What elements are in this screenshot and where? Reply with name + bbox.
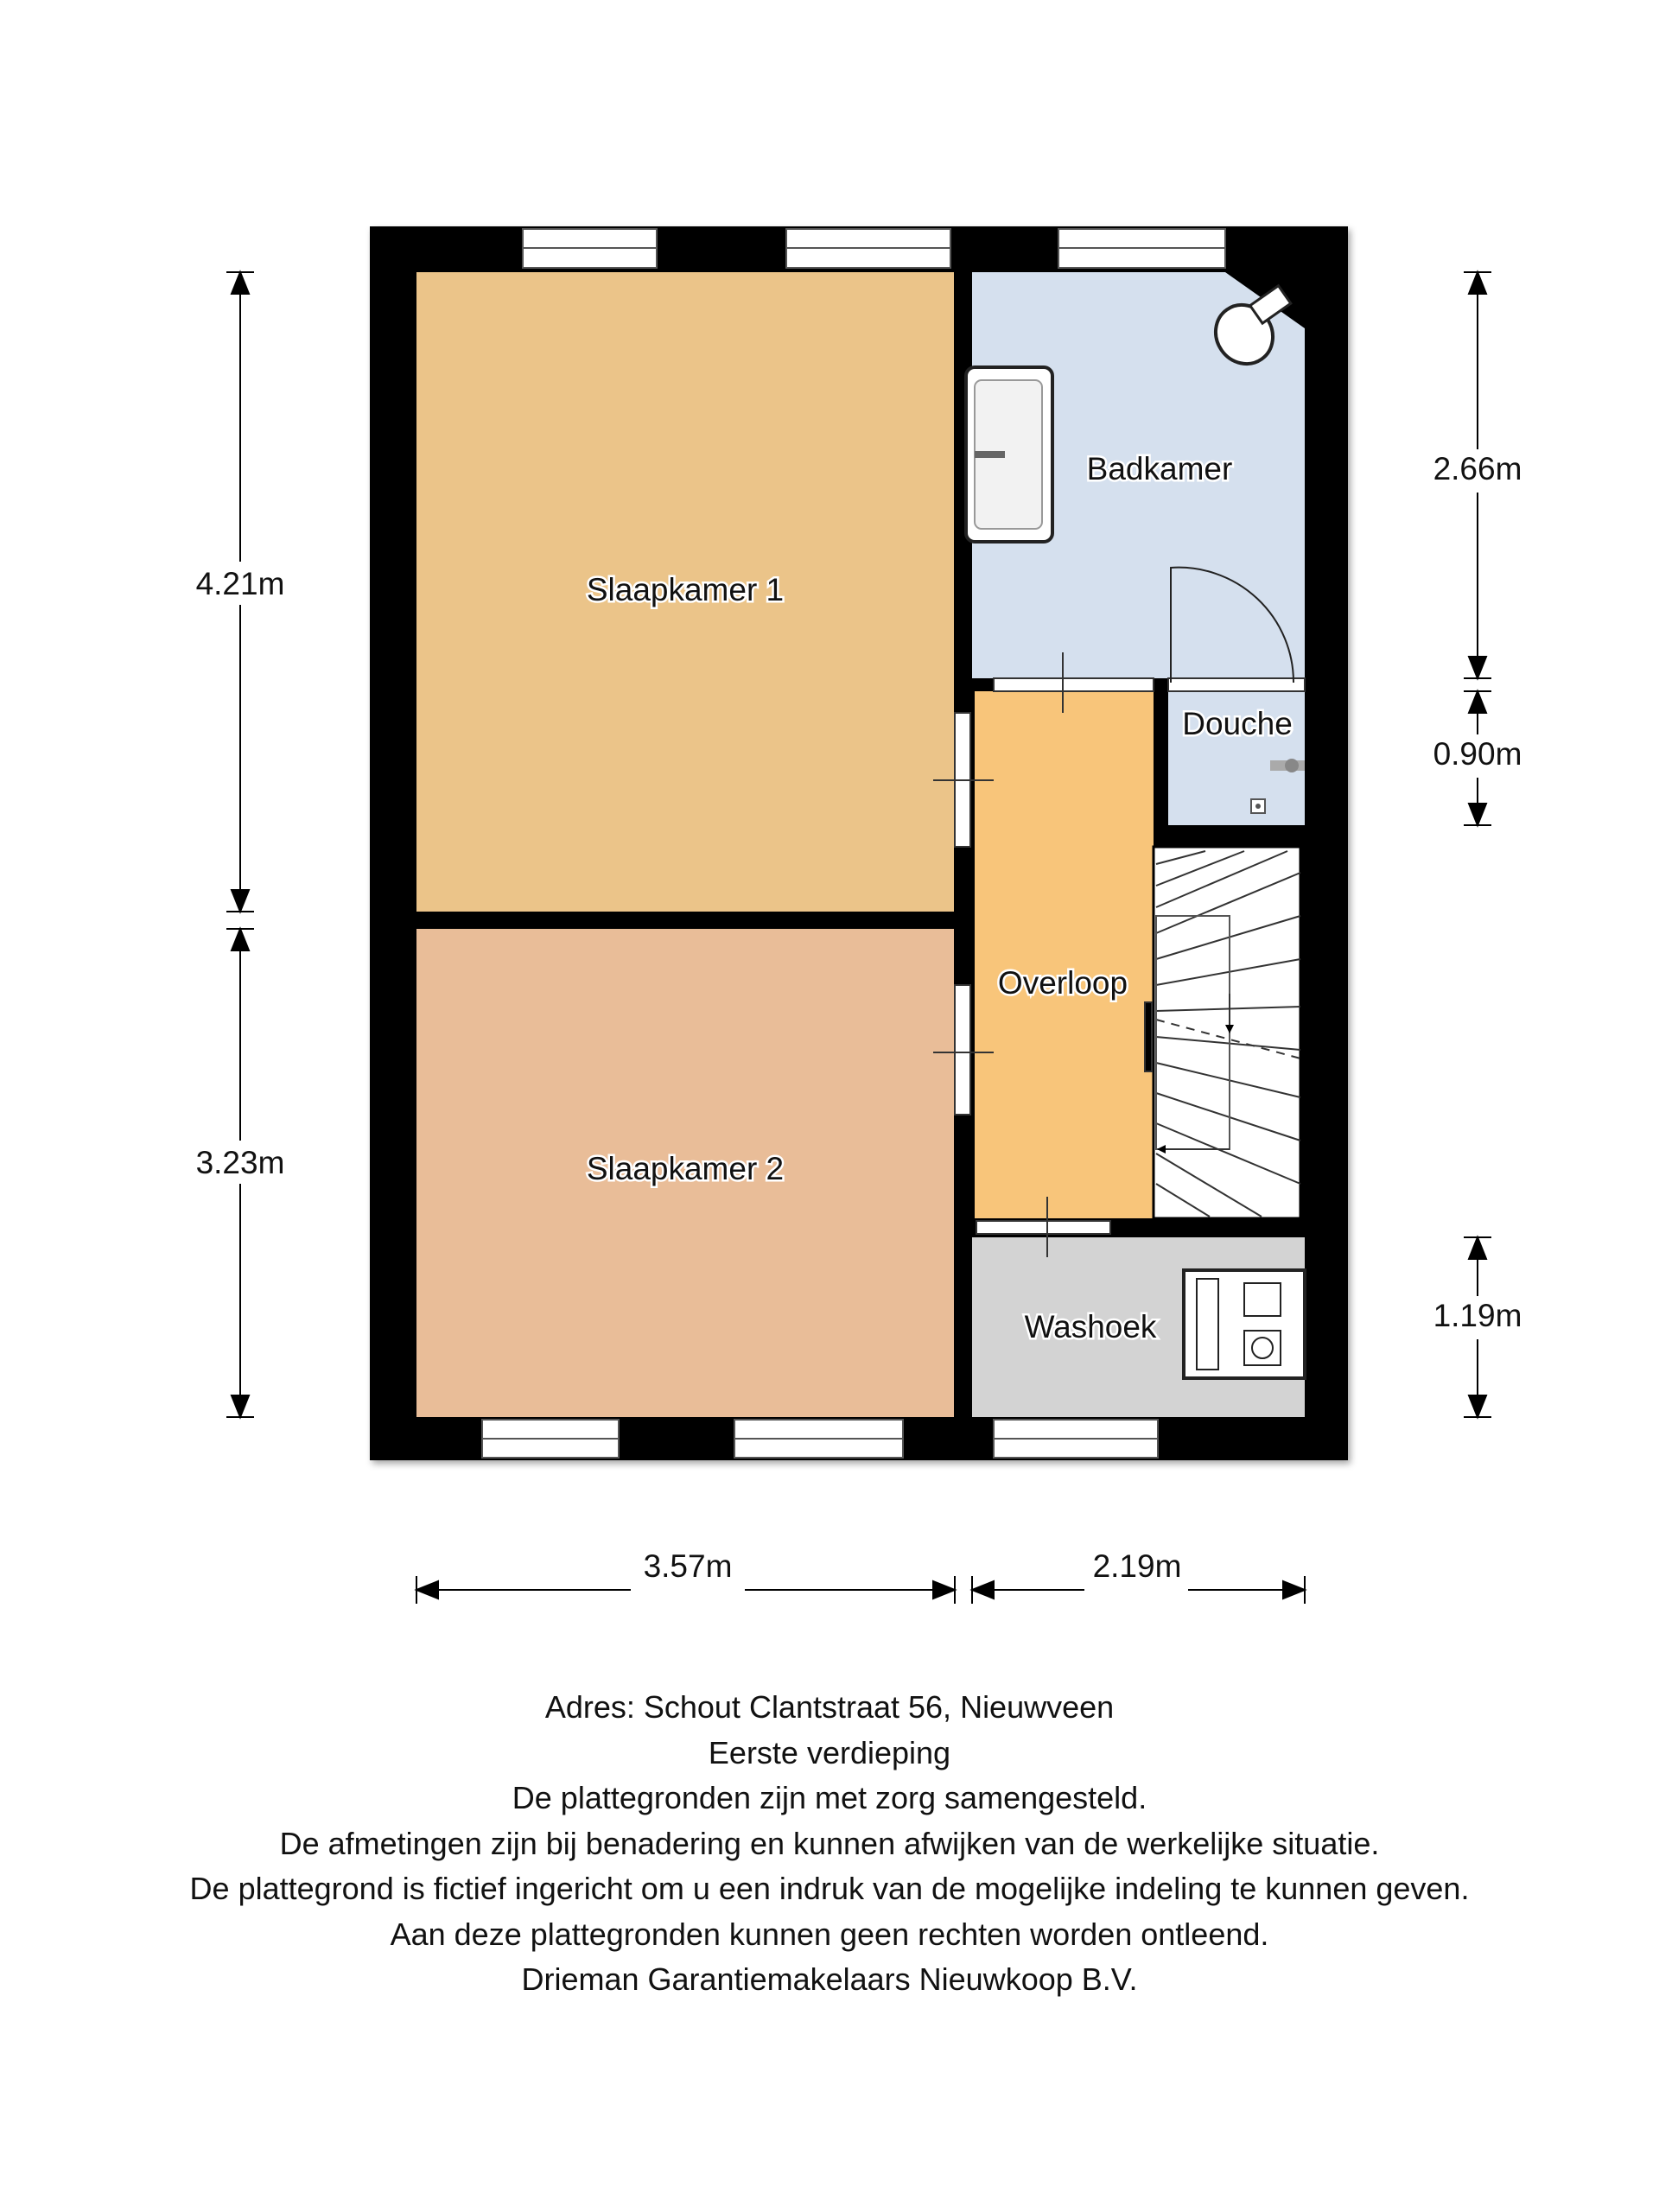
dim-right-washoek: 1.19m (1433, 1298, 1522, 1333)
caption-line-2: De afmetingen zijn bij benadering en kunnen afwijken van de werkelijke situatie. (279, 1825, 1380, 1861)
door-douche (1168, 678, 1305, 691)
label-douche: Douche (1182, 706, 1293, 741)
dim-left-bottom: 3.23m (195, 1145, 285, 1180)
label-slaapkamer-2: Slaapkamer 2 (586, 1151, 785, 1186)
label-washoek: Washoek (1024, 1309, 1157, 1344)
washing-machine-icon (1184, 1270, 1305, 1378)
dim-right-douche: 0.90m (1433, 736, 1522, 772)
label-overloop: Overloop (997, 965, 1128, 1001)
door-slaapkamer-2 (955, 985, 970, 1115)
label-badkamer: Badkamer (1086, 451, 1233, 486)
caption-floor: Eerste verdieping (708, 1734, 951, 1770)
caption-line-1: De plattegronden zijn met zorg samengesteld. (512, 1780, 1147, 1815)
dim-left-top: 4.21m (195, 566, 285, 601)
label-slaapkamer-1: Slaapkamer 1 (586, 572, 785, 607)
caption-address: Adres: Schout Clantstraat 56, Nieuwveen (544, 1689, 1115, 1725)
stair-area (1154, 847, 1300, 1218)
door-badkamer (994, 678, 1154, 691)
door-washoek (976, 1221, 1110, 1234)
caption-line-4: Aan deze plattegronden kunnen geen rechten worden ontleend. (390, 1916, 1269, 1952)
dim-bottom-right: 2.19m (1092, 1548, 1182, 1584)
dim-bottom-left: 3.57m (643, 1548, 733, 1584)
caption (0, 1685, 1659, 2003)
dim-right-badkamer: 2.66m (1433, 451, 1522, 486)
room-overloop (975, 691, 1154, 1218)
caption-line-3: De plattegrond is fictief ingericht om u een indruk van de mogelijke indeling te kunnen geven. (189, 1871, 1470, 1906)
caption-company: Drieman Garantiemakelaars Nieuwkoop B.V. (521, 1961, 1138, 1997)
sink-icon (966, 367, 1052, 542)
